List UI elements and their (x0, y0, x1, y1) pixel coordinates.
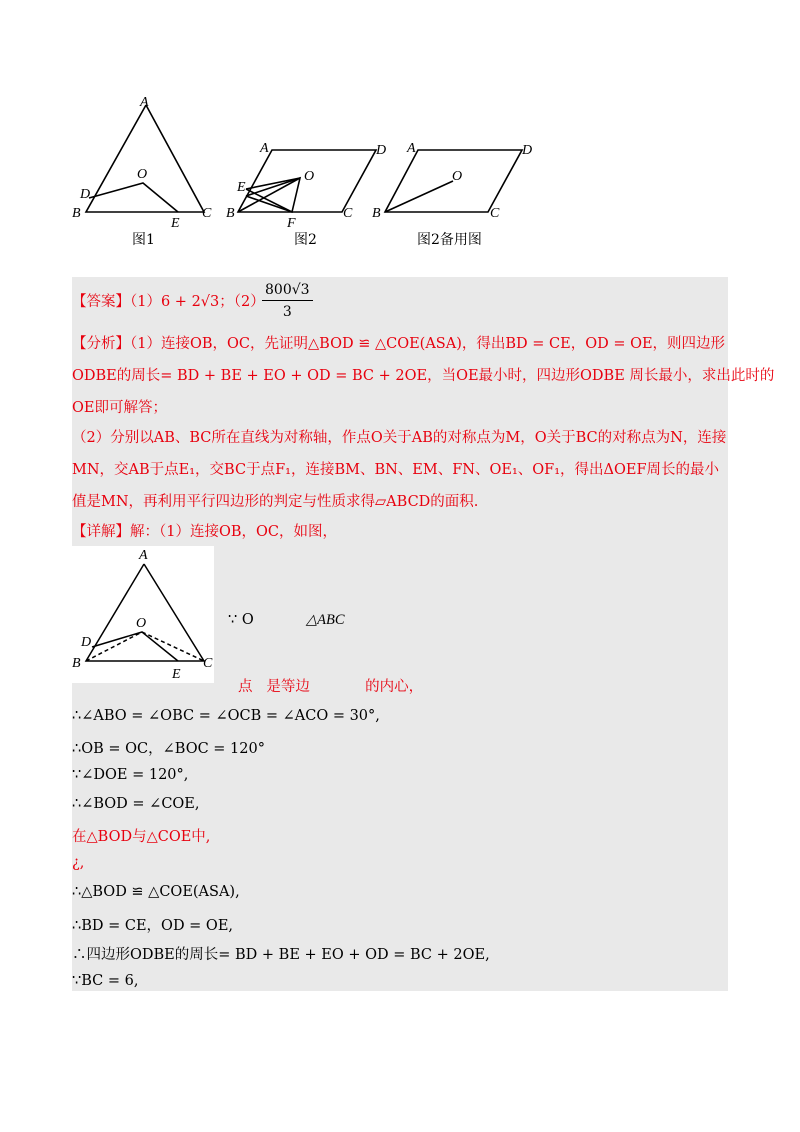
fig2-caption: 图2 (294, 232, 317, 248)
detail-step-4: ∴∠BOD = ∠COE, (72, 796, 200, 812)
answer-line (72, 290, 265, 311)
fig1-label-E: E (171, 216, 180, 231)
answer-fraction-denominator: 3 (282, 304, 292, 320)
fig2-label-E: E (237, 180, 246, 195)
detail-line-1: 【详解】解：（1）连接OB，OC，如图， (72, 524, 337, 540)
fig1-label-O: O (137, 167, 148, 182)
detail-step-2: ∴OB = OC，∠BOC = 120° (72, 741, 265, 757)
detail-step-1: ∴∠ABO = ∠OBC = ∠OCB = ∠ACO = 30°, (72, 708, 380, 724)
fig3-label-D: D (522, 143, 533, 158)
fig1-label-A: A (140, 95, 149, 110)
fig3-label-O: O (452, 169, 463, 184)
answer-fraction-numerator: 800√3 (262, 282, 313, 301)
analysis-line-4: （2）分别以AB、BC所在直线为对称轴，作点O关于AB的对称点为M，O关于BC的对称点为N，连接 (72, 430, 727, 446)
detail-step-9: ∴四边形ODBE的周长= BD + BE + EO + OD = BC + 2OE, (72, 947, 490, 963)
fig2-label-B: B (226, 206, 235, 221)
analysis-line-2: ODBE的周长= BD + BE + EO + OD = BC + 2OE，当OE最小时，四边形ODBE 周长最小，求出此时的 (72, 368, 775, 384)
analysis-line-5: MN，交AB于点E₁，交BC于点F₁，连接BM、BN、EM、FN、OE₁、OF₁，得出ΔOEF周长的最小 (72, 462, 720, 478)
figure-1-triangle (86, 105, 204, 212)
fig3-label-C: C (490, 206, 500, 221)
detail-figure-svg (72, 546, 214, 683)
detail-step-5: 在△BOD与△COE中, (72, 829, 211, 845)
detail-step-3: ∵∠DOE = 120°, (72, 767, 189, 783)
analysis-line-1: 【分析】（1）连接OB，OC，先证明△BOD ≌ △COE(ASA)，得出BD = CE，OD = OE，则四边形 (72, 336, 726, 352)
detail-label-O: O (136, 616, 147, 631)
detail-label-C: C (203, 656, 213, 671)
answer-part1: （1）6 + 2√3；（2） (130, 294, 265, 310)
detail-step-6: ¿, (72, 855, 85, 871)
detail-step-7: ∴△BOD ≌ △COE(ASA), (72, 884, 240, 900)
fig2-label-A: A (260, 141, 269, 156)
fig2-label-D: D (376, 143, 387, 158)
detail-triangle-abc: △ABC (306, 612, 345, 628)
detail-incenter: 点 是等边 的内心， (238, 679, 424, 695)
fig1-label-C: C (202, 206, 212, 221)
detail-step-10: ∵BC = 6, (72, 973, 139, 989)
fig3-label-A: A (407, 141, 416, 156)
detail-label-A: A (139, 548, 148, 563)
detail-label-E: E (172, 667, 181, 682)
detail-step-8: ∴BD = CE，OD = OE, (72, 918, 234, 934)
fig2-label-F: F (287, 216, 296, 231)
answer-tag: 【答案】 (72, 294, 130, 310)
fig1-label-D: D (80, 187, 91, 202)
fig2-label-C: C (343, 206, 353, 221)
fig1-caption: 图1 (132, 232, 155, 248)
detail-label-D: D (81, 635, 92, 650)
analysis-line-6: 值是MN，再利用平行四边形的判定与性质求得▱ABCD的面积. (72, 494, 479, 510)
detail-because: ∵ O (228, 612, 254, 628)
fig3-caption: 图2备用图 (417, 232, 482, 248)
detail-label-B: B (72, 656, 81, 671)
answer-fraction (262, 282, 313, 320)
detail-figure (72, 546, 214, 683)
analysis-line-3: OE即可解答； (72, 400, 167, 416)
fig3-label-B: B (372, 206, 381, 221)
fig1-label-B: B (72, 206, 81, 221)
fig2-label-O: O (304, 169, 315, 184)
